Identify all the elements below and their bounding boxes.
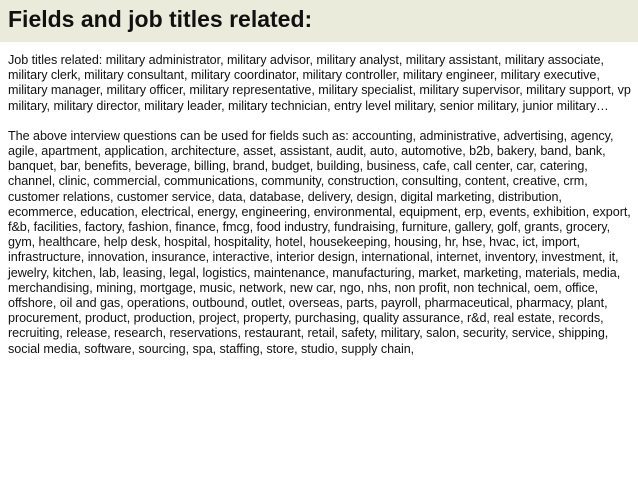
job-titles-paragraph: Job titles related: military administrator, military advisor, military analyst, military assistant, military associate, military clerk, military consultant, military coordinator, military controller, military engineer, military executive, military manager, military officer, military representative, military specialist, military supervisor, military support, vp military, military director, military leader, military technician, entry level military, senior military, junior military… [8,53,631,113]
fields-paragraph: The above interview questions can be used for fields such as: accounting, administrative, advertising, agency, agile, apartment, application, architecture, asset, assistant, audit, auto, automotive, b2b, bakery, band, bank, banquet, bar, benefits, beverage, billing, brand, budget, building, business, cafe, call center, car, catering, channel, clinic, commercial, communications, community, construction, consulting, content, creative, crm, customer relations, customer service, data, database, delivery, design, digital marketing, distribution, ecommerce, education, electrical, energy, engineering, environmental, equipment, erp, events, exhibition, export, f&b, facilities, factory, fashion, finance, fmcg, food industry, fundraising, furniture, gallery, golf, grants, grocery, gym, healthcare, help desk, hospital, hospitality, hotel, housekeeping, housing, hr, hse, hvac, ict, import, infrastructure, innovation, insurance, interactive, interior design, international, internet, inventory, investment, it, jewelry, kitchen, lab, leasing, legal, logistics, maintenance, manufacturing, market, marketing, materials, media, merchandising, mining, mortgage, music, network, new car, ngo, nhs, non profit, non technical, oem, office, offshore, oil and gas, operations, outbound, outlet, overseas, parts, payroll, pharmaceutical, pharmacy, plant, procurement, product, production, project, property, purchasing, quality assurance, r&d, real estate, records, recruiting, release, research, reservations, restaurant, retail, safety, military, salon, security, service, shipping, social media, software, sourcing, spa, staffing, store, studio, supply chain, [8,128,631,356]
slide-title: Fields and job titles related: [8,6,313,32]
title-bar [0,0,638,42]
slide-body [8,53,632,357]
